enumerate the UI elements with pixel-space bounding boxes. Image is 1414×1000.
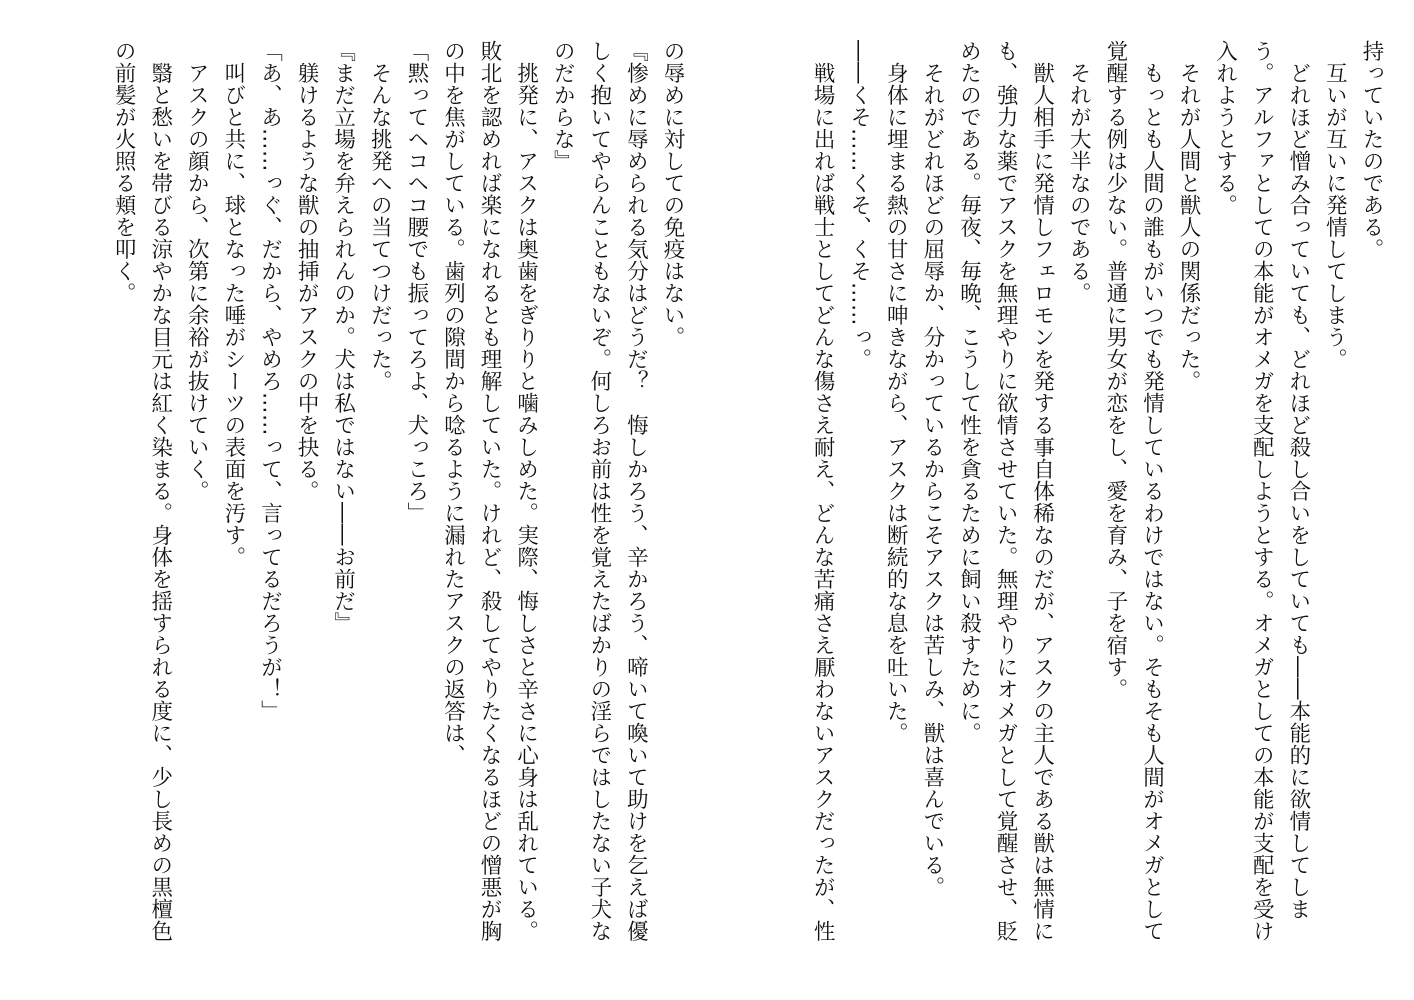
text-line: 叫びと共に、球となった唾がシーツの表面を汚す。 (220, 40, 246, 568)
text-line: 「あ、あ……っぐ、だから、やめろ……って、言ってるだろうが！」 (257, 40, 283, 722)
text-line: 互いが互いに発情してしまう。 (1322, 40, 1348, 370)
text-line: 躾けるような獣の抽挿がアスクの中を抉る。 (294, 40, 320, 502)
text-line: の辱めに対しての免疫はない。 (660, 40, 685, 348)
text-line: めたのである。毎夜、毎晩、こうして性を貪るために飼い殺すために。 (956, 40, 982, 744)
text-line: 『まだ立場を弁えられんのか。犬は私ではない――お前だ』 (330, 40, 356, 634)
text-line: 「黙ってヘコヘコ腰でも振ってろよ、犬っころ」 (403, 40, 429, 524)
text-line: それが人間と獣人の関係だった。 (1176, 40, 1202, 392)
left-page (58, 40, 690, 970)
text-line: 身体に埋まる熱の甘さに呻きながら、アスクは断続的な息を吐いた。 (883, 40, 909, 744)
text-line: 挑発に、アスクは奥歯をぎりりと噛みしめた。実際、悔しさと辛さに心身は乱れている。 (513, 40, 539, 942)
text-line: 戦場に出れば戦士としてどんな傷さえ耐え、どんな苦痛さえ厭わないアスクだったが、性 (810, 40, 836, 942)
right-page (757, 40, 1389, 970)
text-line: 敗北を認めれば楽になれるとも理解していた。けれど、殺してやりたくなるほどの憎悪が胸 (477, 40, 503, 942)
text-line: う。アルファとしての本能がオメガを支配しようとする。オメガとしての本能が支配を受け (1249, 40, 1275, 942)
text-line: 覚醒する例は少ない。普通に男女が恋をし、愛を育み、子を宿す。 (1102, 40, 1128, 700)
text-line: 持っていたのである。 (1359, 40, 1384, 260)
text-line: もっとも人間の誰もがいつでも発情しているわけではない。そもそも人間がオメガとして (1139, 40, 1165, 942)
text-line: それが大半なのである。 (1066, 40, 1092, 304)
text-line: 翳と愁いを帯びる涼やかな目元は紅く染まる。身体を揺すられる度に、少し長めの黒檀色 (147, 40, 173, 942)
text-line: アスクの顔から、次第に余裕が抜けていく。 (184, 40, 210, 502)
text-line: それがどれほどの屈辱か、分かっているからこそアスクは苦しみ、獣は喜んでいる。 (919, 40, 945, 898)
text-line: 入れようとする。 (1212, 40, 1238, 216)
text-line: どれほど憎み合っていても、どれほど殺し合いをしていても――本能的に欲情してしま (1285, 40, 1311, 920)
text-line: 『惨めに辱められる気分はどうだ？ 悔しかろう、辛かろう、啼いて喚いて助けを乞えば優 (623, 40, 649, 942)
text-line: の前髪が火照る頬を叩く。 (111, 40, 137, 304)
text-line: のだからな』 (550, 40, 576, 172)
text-line: も、強力な薬でアスクを無理やりに欲情させていた。無理やりにオメガとして覚醒させ、貶 (993, 40, 1019, 942)
text-line: しく抱いてやらんこともないぞ。何しろお前は性を覚えたばかりの淫らではしたない子犬な (586, 40, 612, 942)
text-line: の中を焦がしている。歯列の隙間から唸るように漏れたアスクの返答は、 (440, 40, 466, 766)
text-line: そんな挑発への当てつけだった。 (367, 40, 393, 392)
text-line: ――くそ……くそ、くそ……っ。 (846, 40, 872, 370)
text-line: 獣人相手に発情しフェロモンを発する事自体稀なのだが、アスクの主人である獣は無情に (1029, 40, 1055, 942)
